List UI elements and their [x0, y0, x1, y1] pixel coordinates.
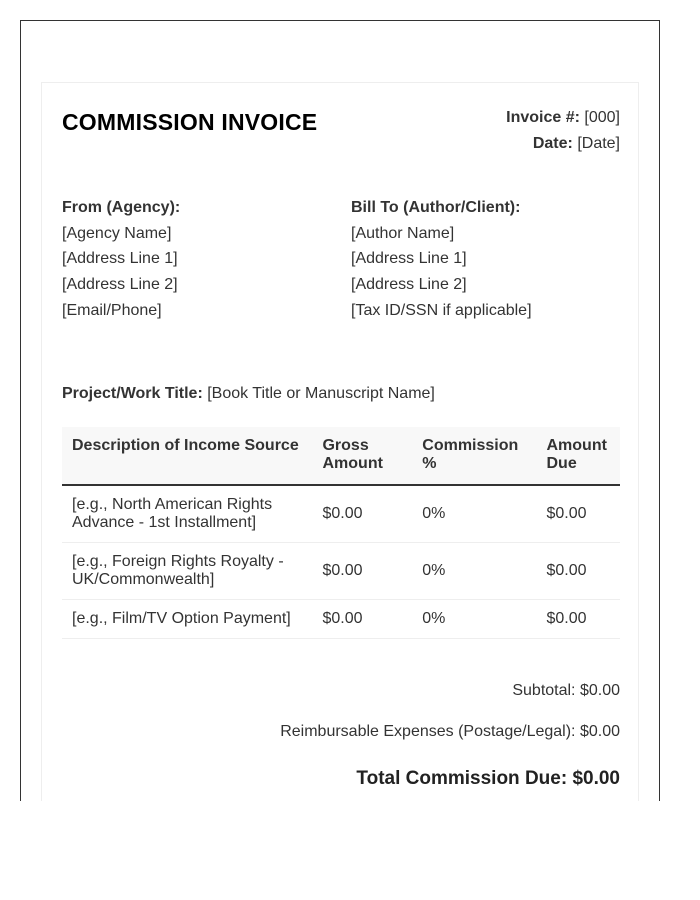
subtotal-label: Subtotal: — [512, 682, 576, 699]
invoice-number — [506, 105, 620, 131]
row-amount-due: $0.00 — [536, 543, 620, 600]
total-label: Total Commission Due: — [356, 768, 568, 789]
header-commission: Commission % — [412, 427, 536, 485]
invoice-title: COMMISSION INVOICE — [62, 109, 318, 135]
from-agency-block — [62, 195, 180, 324]
row-gross-amount: $0.00 — [312, 600, 412, 639]
agency-name: [Agency Name] — [62, 224, 172, 242]
author-tax-id: [Tax ID/SSN if applicable] — [351, 301, 532, 319]
invoice-date-label: Date: — [532, 135, 573, 152]
author-name: [Author Name] — [351, 224, 455, 242]
table-row — [62, 485, 620, 543]
subtotal-value: $0.00 — [579, 682, 620, 699]
author-address-line-2: [Address Line 2] — [351, 276, 467, 294]
bill-to-heading: Bill To (Author/Client): — [351, 199, 521, 216]
reimbursable-expenses — [280, 723, 620, 741]
project-title-label: Project/Work Title: — [62, 385, 203, 402]
row-description: [e.g., Film/TV Option Payment] — [62, 600, 312, 639]
invoice-number-value: [000] — [584, 109, 620, 126]
row-description: [e.g., Foreign Rights Royalty - UK/Commonwealth] — [62, 543, 312, 600]
project-title — [62, 384, 435, 404]
header-gross-amount: Gross Amount — [312, 427, 412, 485]
row-commission: 0% — [412, 543, 536, 600]
income-table — [62, 427, 620, 639]
project-title-value: [Book Title or Manuscript Name] — [207, 385, 435, 402]
invoice-card — [41, 82, 639, 801]
agency-email-phone: [Email/Phone] — [62, 301, 162, 319]
row-description: [e.g., North American Rights Advance - 1st Installment] — [62, 485, 312, 543]
subtotal — [512, 682, 620, 700]
table-row — [62, 543, 620, 600]
invoice-meta — [506, 105, 620, 157]
agency-address-line-1: [Address Line 1] — [62, 250, 178, 268]
agency-address-line-2: [Address Line 2] — [62, 276, 178, 294]
expenses-value: $0.00 — [579, 723, 620, 740]
row-commission: 0% — [412, 485, 536, 543]
invoice-number-label: Invoice #: — [506, 109, 580, 126]
invoice-date — [506, 131, 620, 157]
from-heading: From (Agency): — [62, 199, 181, 216]
bill-to-block — [351, 195, 532, 324]
table-row — [62, 600, 620, 639]
total-commission-due — [356, 768, 620, 790]
document-frame — [20, 20, 660, 801]
header-amount-due: Amount Due — [536, 427, 620, 485]
row-gross-amount: $0.00 — [312, 543, 412, 600]
author-address-line-1: [Address Line 1] — [351, 250, 467, 268]
header-description: Description of Income Source — [62, 427, 312, 485]
row-amount-due: $0.00 — [536, 485, 620, 543]
row-gross-amount: $0.00 — [312, 485, 412, 543]
row-commission: 0% — [412, 600, 536, 639]
total-value: $0.00 — [572, 768, 620, 789]
invoice-date-value: [Date] — [577, 135, 620, 152]
expenses-label: Reimbursable Expenses (Postage/Legal): — [280, 723, 576, 740]
table-header-row — [62, 427, 620, 485]
row-amount-due: $0.00 — [536, 600, 620, 639]
